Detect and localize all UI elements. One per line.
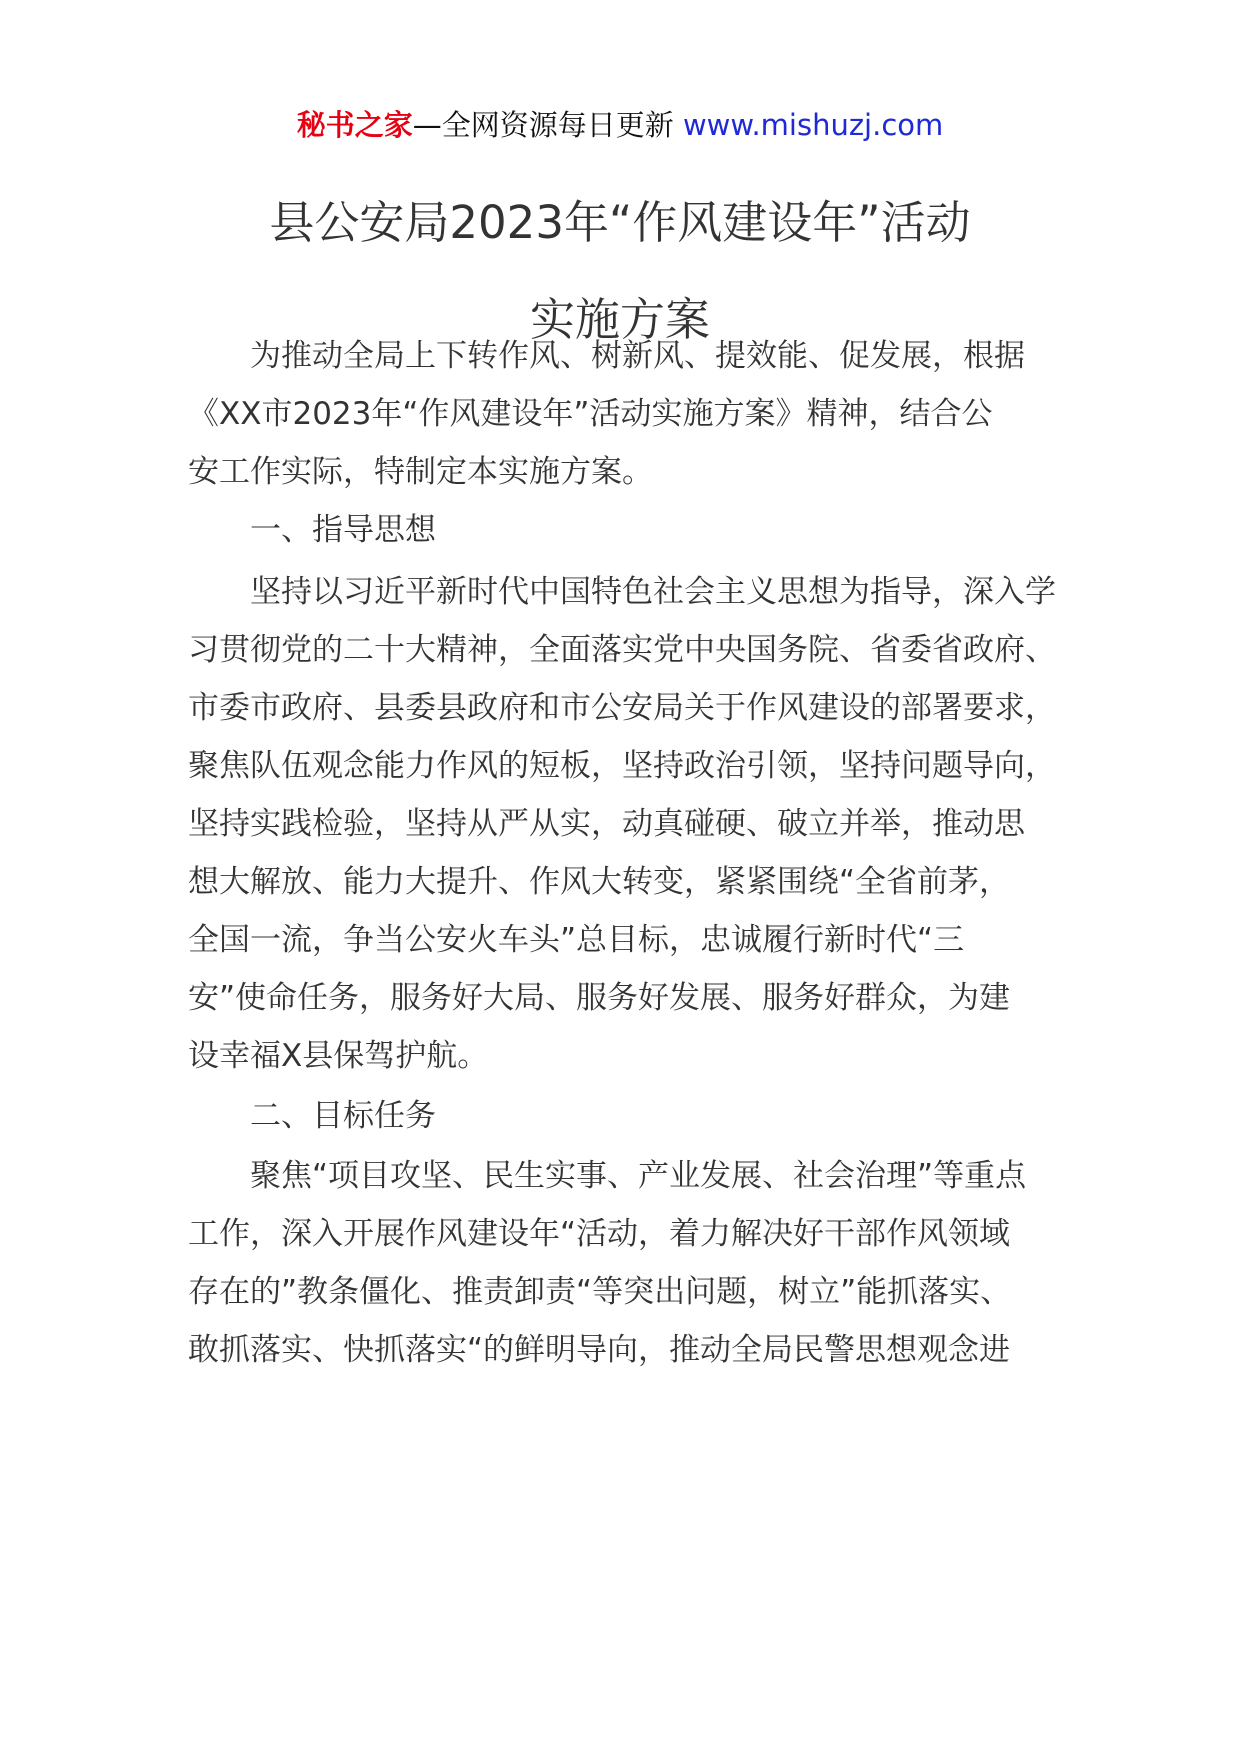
body-line: 安工作实际，特制定本实施方案。 — [188, 454, 653, 490]
body-line: 习贯彻党的二十大精神，全面落实党中央国务院、省委省政府、 — [188, 632, 1056, 668]
body-line: 聚焦队伍观念能力作风的短板，坚持政治引领，坚持问题导向， — [188, 748, 1056, 784]
site-header — [0, 100, 1240, 150]
brand-name: 秘书之家 — [296, 108, 413, 142]
body-line: 《XX市2023年“作风建设年”活动实施方案》精神，结合公 — [188, 396, 993, 432]
body-line: 坚持以习近平新时代中国特色社会主义思想为指导，深入学 — [188, 574, 1056, 610]
body-line: 想大解放、能力大提升、作风大转变，紧紧围绕“全省前茅， — [188, 864, 1011, 900]
body-line: 坚持实践检验，坚持从严从实，动真碰硬、破立并举，推动思 — [188, 806, 1025, 842]
section-heading-guiding-ideology: 一、指导思想 — [188, 512, 436, 548]
body-line: 安”使命任务，服务好大局、服务好发展、服务好群众，为建 — [188, 980, 1011, 1016]
body-line: 工作，深入开展作风建设年“活动，着力解决好干部作风领域 — [188, 1216, 1011, 1252]
site-url-link[interactable]: www.mishuzj.com — [682, 108, 944, 142]
body-line: 全国一流，争当公安火车头”总目标，忠诚履行新时代“三 — [188, 922, 965, 958]
body-line: 市委市政府、县委县政府和市公安局关于作风建设的部署要求， — [188, 690, 1056, 726]
document-title-line-1: 县公安局2023年“作风建设年”活动 — [269, 196, 971, 249]
body-line: 聚焦“项目攻坚、民生实事、产业发展、社会治理”等重点 — [188, 1158, 1027, 1194]
document-title-line-2: 实施方案 — [529, 293, 710, 346]
section-heading-goals-tasks: 二、目标任务 — [188, 1098, 436, 1134]
body-line: 设幸福X县保驾护航。 — [188, 1038, 489, 1074]
body-line: 敢抓落实、快抓落实“的鲜明导向，推动全局民警思想观念进 — [188, 1332, 1011, 1368]
body-line: 为推动全局上下转作风、树新风、提效能、促发展，根据 — [188, 338, 1025, 374]
body-line: 存在的”教条僵化、推责卸责“等突出问题，树立”能抓落实、 — [188, 1274, 1012, 1310]
header-slogan: —全网资源每日更新 — [412, 108, 674, 142]
